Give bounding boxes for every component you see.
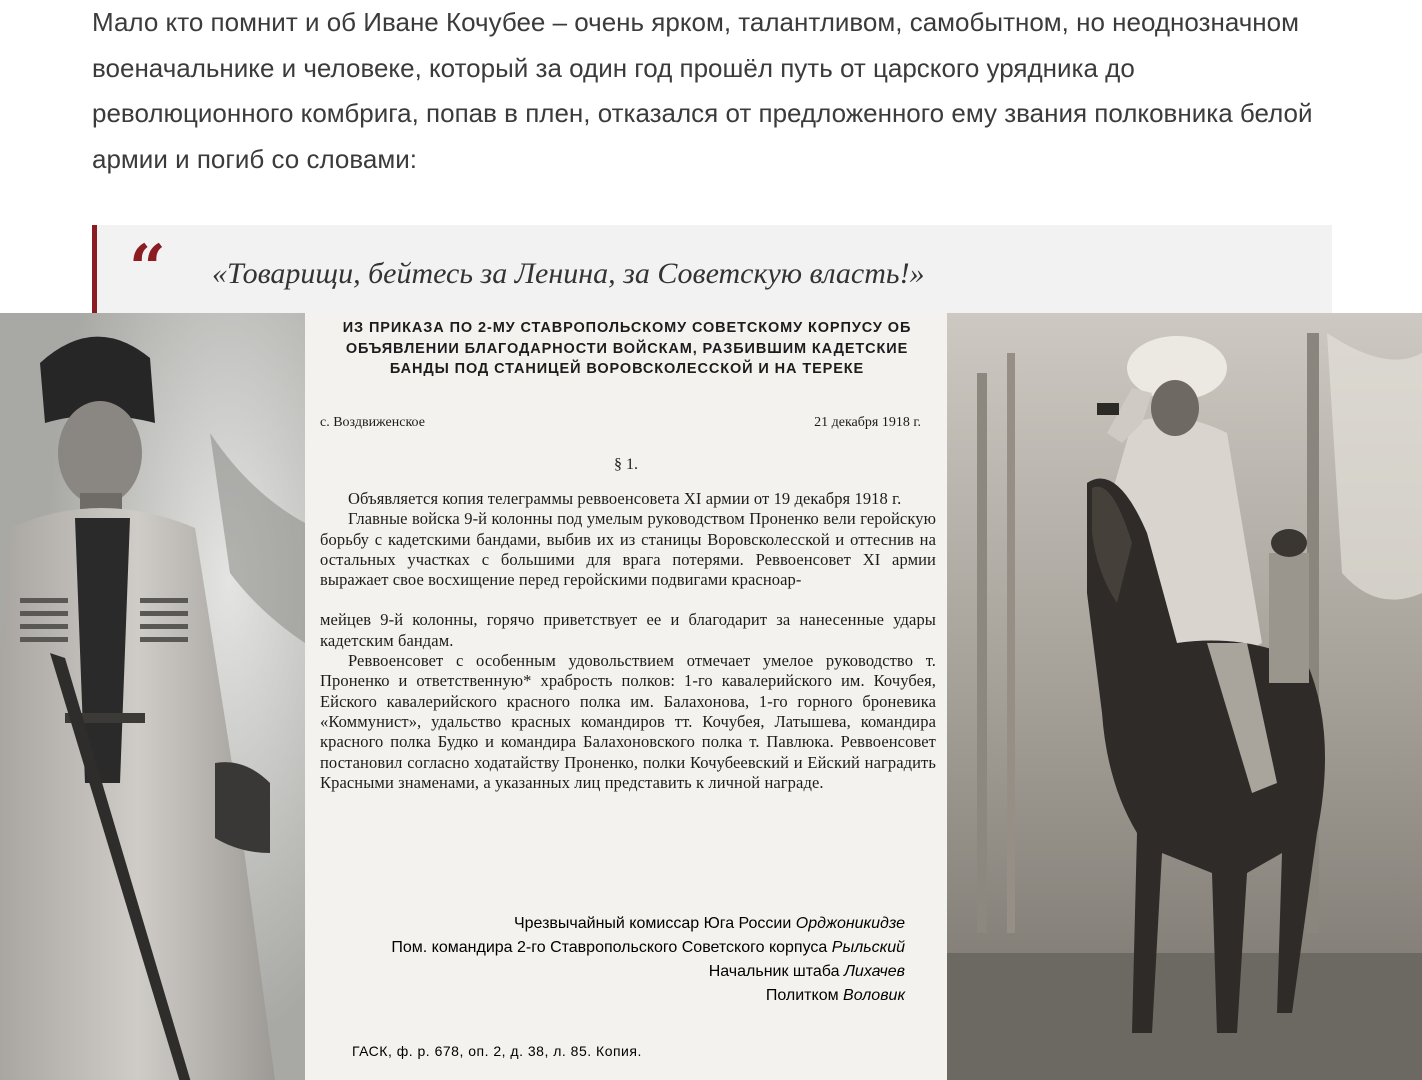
document-paragraph: мейцев 9-й колонны, горячо приветствует ее и благодарит за нанесенные удары кадетским бандам. xyxy=(320,610,936,650)
rider-photo xyxy=(947,313,1422,1080)
document-paragraph: Реввоенсовет с особенным удовольствием отмечает умелое руководство т. Проненко и ответственную* храбрость полков: 1-го кавалерийского им. Кочубея, Ейского кавалерийского красного полка им. Балахонова, 1-го горного броневика «Коммунист», удальство красных командиров тт. Кочубея, Латышева, командира красного полка Будко и командира Балахоновского полка т. Павлюка. Реввоенсовет постановил согласно ходатайству Проненко, полки Кочубеевский и Ейский наградить Красными знаменами, а указанных лиц представить к личной награде. xyxy=(320,651,936,792)
signature-line: Начальник штаба Лихачев xyxy=(708,963,905,980)
intro-paragraph: Мало кто помнит и об Иване Кочубее – очень ярком, талантливом, самобытном, но неоднозначном военачальнике и человеке, который за один год прошёл путь от царского урядника до революционного комбрига, попав в плен, отказался от предложенного ему звания полковника белой армии и погиб со словами: xyxy=(92,7,1313,174)
portrait-illustration xyxy=(0,313,305,1080)
blockquote xyxy=(92,225,1332,313)
document-section: § 1. xyxy=(614,456,638,473)
document-paragraph: Объявляется копия телеграммы реввоенсовета XI армии от 19 декабря 1918 г. xyxy=(348,489,902,508)
document-body xyxy=(320,489,936,793)
quote-mark-icon: “ xyxy=(129,231,166,306)
document-place: с. Воздвиженское xyxy=(320,415,425,430)
signature-line: Пом. командира 2-го Ставропольского Советского корпуса Рыльский xyxy=(391,939,905,956)
document-signatures xyxy=(345,912,905,1008)
portrait-photo xyxy=(0,313,305,1080)
document-date: 21 декабря 1918 г. xyxy=(814,415,921,430)
signature-line: Политком Воловик xyxy=(765,987,905,1004)
document-paragraph: Главные войска 9-й колонны под умелым руководством Проненко вели геройскую борьбу с кадетскими бандами, выбив их из станицы Воровсколесской и оттеснив на остальных участках с большими для врага потерями. Реввоенсовет XI армии выражает свое восхищение перед геройскими подвигами красноар- xyxy=(320,509,936,590)
signature-line: Чрезвычайный комиссар Юга России Орджоникидзе xyxy=(513,915,905,932)
rider-illustration xyxy=(947,313,1422,1080)
archive-reference: ГАСК, ф. р. 678, оп. 2, д. 38, л. 85. Копия. xyxy=(352,1043,642,1059)
document-title: ИЗ ПРИКАЗА ПО 2-МУ СТАВРОПОЛЬСКОМУ СОВЕТСКОМУ КОРПУСУ ОБ ОБЪЯВЛЕНИИ БЛАГОДАРНОСТИ ВОЙСКАМ, РАЗБИВШИМ КАДЕТСКИЕ БАНДЫ ПОД СТАНИЦЕЙ ВОРОВСКОЛЕССКОЙ И НА ТЕРЕКЕ xyxy=(342,320,912,377)
quote-text: «Товарищи, бейтесь за Ленина, за Советскую власть!» xyxy=(212,257,925,290)
